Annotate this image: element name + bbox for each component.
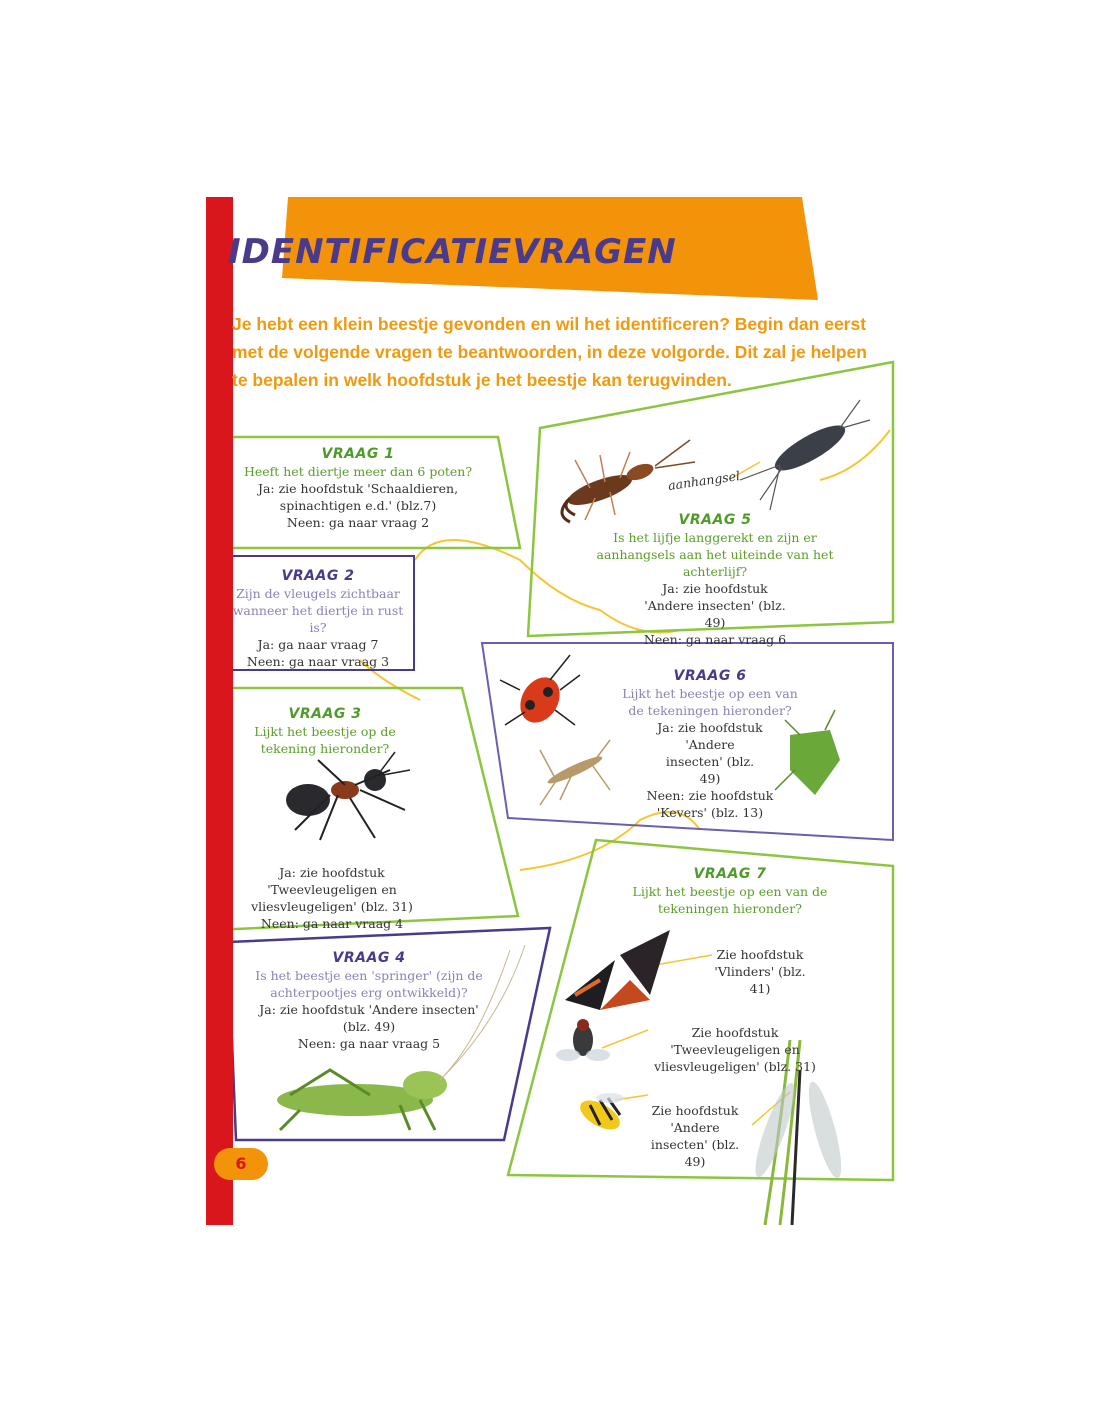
question-1 [238,446,478,531]
question-6 [620,668,800,821]
question-5 [590,512,840,648]
question-3-answers [232,864,432,932]
question-2 [230,568,406,670]
stiltbug-illustration [540,740,610,805]
q7-answer-butterflies: Zie hoofdstuk 'Vlinders' (blz. 41) [714,947,806,996]
q1-yes: Ja: zie hoofdstuk 'Schaaldieren, spinachtigen e.d.' (blz.7) [257,481,459,513]
q6-question: Lijkt het beestje op een van de tekeningen hieronder? [622,686,798,718]
q2-no: Neen: ga naar vraag 3 [246,654,390,669]
q7-question: Lijkt het beestje op een van de tekeningen hieronder? [632,884,828,916]
q2-heading: VRAAG 2 [281,568,355,584]
q3-no: Neen: ga naar vraag 4 [260,916,404,931]
q2-question: Zijn de vleugels zichtbaar wanneer het diertje in rust is? [232,586,404,635]
q3-question: Lijkt het beestje op de tekening hieronder? [254,724,396,756]
q3-yes: Ja: zie hoofdstuk 'Tweevleugeligen en vliesvleugeligen' (blz. 31) [251,865,413,914]
page-number: 6 [214,1148,268,1180]
firebug-illustration [500,655,580,730]
q5-question: Is het lijfje langgerekt en zijn er aanhangsels aan het uiteinde van het achterlijf? [596,530,834,579]
q5-yes: Ja: zie hoofdstuk 'Andere insecten' (blz. 49) [644,581,786,630]
question-3 [250,706,400,757]
q1-no: Neen: ga naar vraag 2 [286,515,430,530]
q2-yes: Ja: ga naar vraag 7 [257,637,379,652]
q7-answer-other: Zie hoofdstuk 'Andere insecten' (blz. 49) [650,1103,740,1169]
q1-heading: VRAAG 1 [321,446,395,462]
appendage-label: aanhangsel [667,468,741,493]
silverfish-illustration [740,400,870,510]
butterfly-illustration [565,930,670,1010]
side-bar [206,197,233,1225]
q3-heading: VRAAG 3 [288,706,362,722]
q4-question: Is het beestje een 'springer' (zijn de achterpootjes erg ontwikkeld)? [255,968,483,1000]
page-title: IDENTIFICATIEVRAGEN [228,232,677,272]
q1-question: Heeft het diertje meer dan 6 poten? [243,464,473,479]
q5-no: Neen: ga naar vraag 6 [643,632,787,647]
question-4 [244,950,494,1052]
q6-yes: Ja: zie hoofdstuk 'Andere insecten' (blz. 49) [657,720,763,786]
q4-yes: Ja: zie hoofdstuk 'Andere insecten' (blz. 49) [259,1002,479,1034]
q4-heading: VRAAG 4 [332,950,406,966]
q7-answer-flies: Zie hoofdstuk 'Tweevleugeligen en vliesvleugeligen' (blz. 31) [654,1025,816,1074]
fly-illustration [556,1019,610,1061]
q4-no: Neen: ga naar vraag 5 [297,1036,441,1051]
q6-no: Neen: zie hoofdstuk 'Kevers' (blz. 13) [646,788,774,820]
intro-text: Je hebt een klein beestje gevonden en wil het identificeren? Begin dan eerst met de volgende vragen te beantwoorden, in deze volgorde. Dit zal je helpen te bepalen in welk hoofdstuk je het beestje kan terugvinden. [232,314,867,390]
q5-heading: VRAAG 5 [678,512,752,528]
q6-heading: VRAAG 6 [673,668,747,684]
question-7 [620,866,840,917]
wasp-illustration [575,1093,624,1136]
q7-heading: VRAAG 7 [693,866,767,882]
ant-illustration [286,752,410,840]
